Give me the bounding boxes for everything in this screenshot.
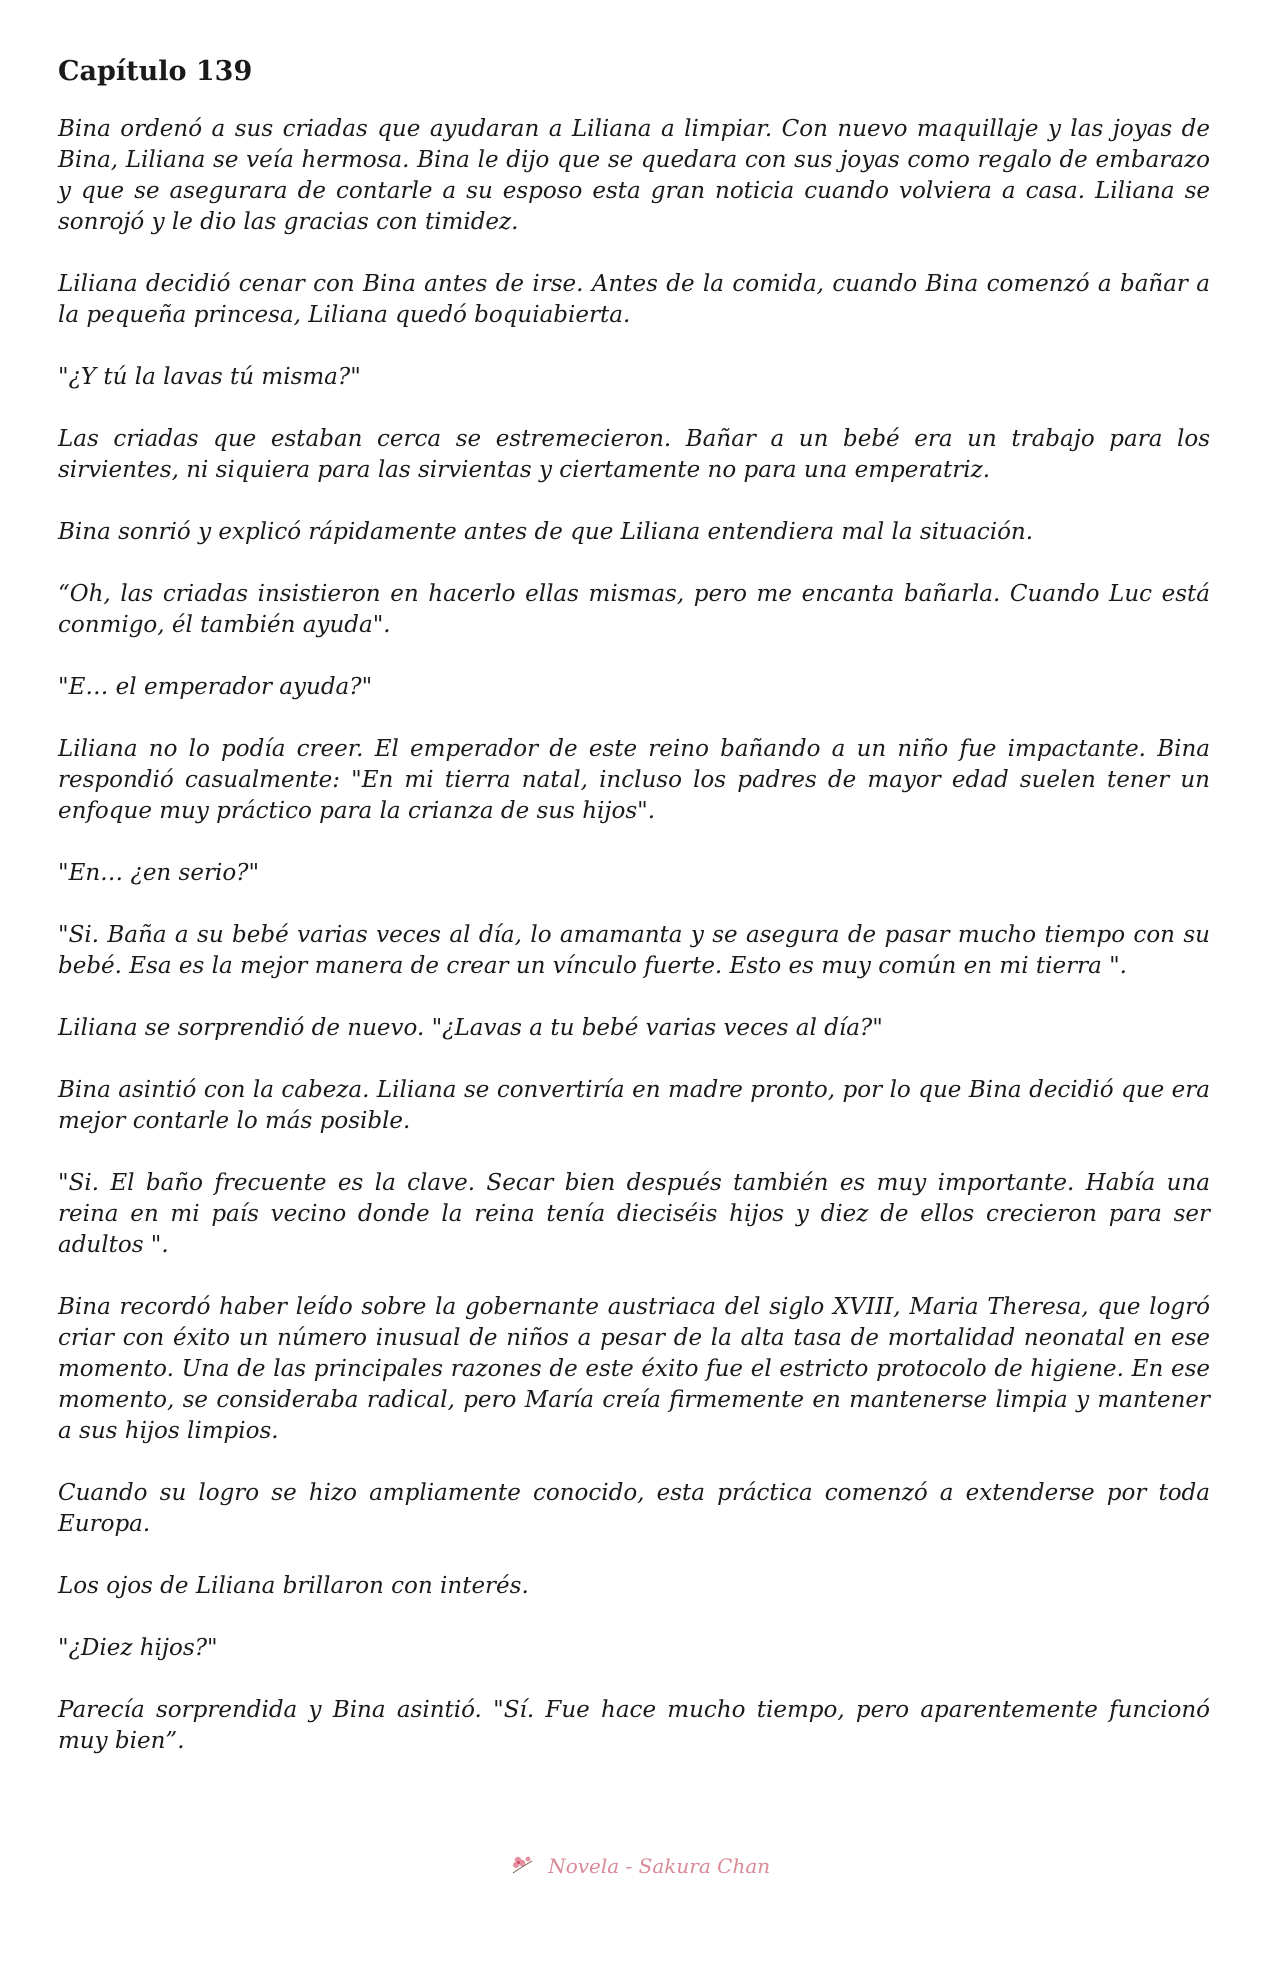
paragraph: Bina sonrió y explicó rápidamente antes de que Liliana entendiera mal la situación. bbox=[58, 519, 1034, 545]
footer-watermark bbox=[0, 1854, 1280, 1881]
chapter-title: Capítulo 139 bbox=[58, 56, 253, 87]
chapter-body bbox=[58, 114, 1210, 1757]
paragraph: Los ojos de Liliana brillaron con interés. bbox=[58, 1573, 529, 1599]
paragraph: "E… el emperador ayuda?" bbox=[58, 674, 373, 700]
paragraph: Liliana se sorprendió de nuevo. "¿Lavas a tu bebé varias veces al día?" bbox=[58, 1015, 883, 1041]
paragraph: “Oh, las criadas insistieron en hacerlo ellas mismas, pero me encanta bañarla. Cuando Luc está conmigo, él también ayuda". bbox=[58, 581, 1210, 638]
paragraph: Liliana no lo podía creer. El emperador de este reino bañando a un niño fue impactante. Bina respondió casualmente: "En mi tierra natal, incluso los padres de mayor edad suelen tener un enfoque muy práctico para la crianza de sus hijos". bbox=[58, 736, 1210, 824]
paragraph: "¿Y tú la lavas tú misma?" bbox=[58, 364, 361, 390]
paragraph: Las criadas que estaban cerca se estremecieron. Bañar a un bebé era un trabajo para los sirvientes, ni siquiera para las sirvientas y ciertamente no para una emperatriz. bbox=[58, 426, 1210, 483]
document-page bbox=[58, 54, 1210, 1788]
paragraph: Parecía sorprendida y Bina asintió. "Sí. Fue hace mucho tiempo, pero aparentemente funcionó muy bien”. bbox=[58, 1697, 1210, 1754]
paragraph: "Si. Baña a su bebé varias veces al día, lo amamanta y se asegura de pasar mucho tiempo con su bebé. Esa es la mejor manera de crear un vínculo fuerte. Esto es muy común en mi tierra ". bbox=[58, 922, 1210, 979]
paragraph: Cuando su logro se hizo ampliamente conocido, esta práctica comenzó a extenderse por toda Europa. bbox=[58, 1480, 1210, 1537]
sakura-flower-icon bbox=[510, 1854, 536, 1881]
paragraph: "En… ¿en serio?" bbox=[58, 860, 260, 886]
paragraph: Bina asintió con la cabeza. Liliana se convertiría en madre pronto, por lo que Bina decidió que era mejor contarle lo más posible. bbox=[58, 1077, 1210, 1134]
paragraph: Bina ordenó a sus criadas que ayudaran a Liliana a limpiar. Con nuevo maquillaje y las joyas de Bina, Liliana se veía hermosa. Bina le dijo que se quedara con sus joyas como regalo de embarazo y que se asegurara de contarle a su esposo esta gran noticia cuando volviera a casa. Liliana se sonrojó y le dio las gracias con timidez. bbox=[58, 116, 1210, 235]
paragraph: Bina recordó haber leído sobre la gobernante austriaca del siglo XVIII, Maria Theresa, que logró criar con éxito un número inusual de niños a pesar de la alta tasa de mortalidad neonatal en ese momento. Una de las principales razones de este éxito fue el estricto protocolo de higiene. En ese momento, se consideraba radical, pero María creía firmemente en mantenerse limpia y mantener a sus hijos limpios. bbox=[58, 1294, 1210, 1444]
paragraph: "¿Diez hijos?" bbox=[58, 1635, 218, 1661]
paragraph: "Si. El baño frecuente es la clave. Secar bien después también es muy importante. Había una reina en mi país vecino donde la reina tenía dieciséis hijos y diez de ellos crecieron para ser adultos ". bbox=[58, 1170, 1210, 1258]
watermark-text: Novela - Sakura Chan bbox=[548, 1854, 771, 1878]
paragraph: Liliana decidió cenar con Bina antes de irse. Antes de la comida, cuando Bina comenzó a bañar a la pequeña princesa, Liliana quedó boquiabierta. bbox=[58, 271, 1210, 328]
